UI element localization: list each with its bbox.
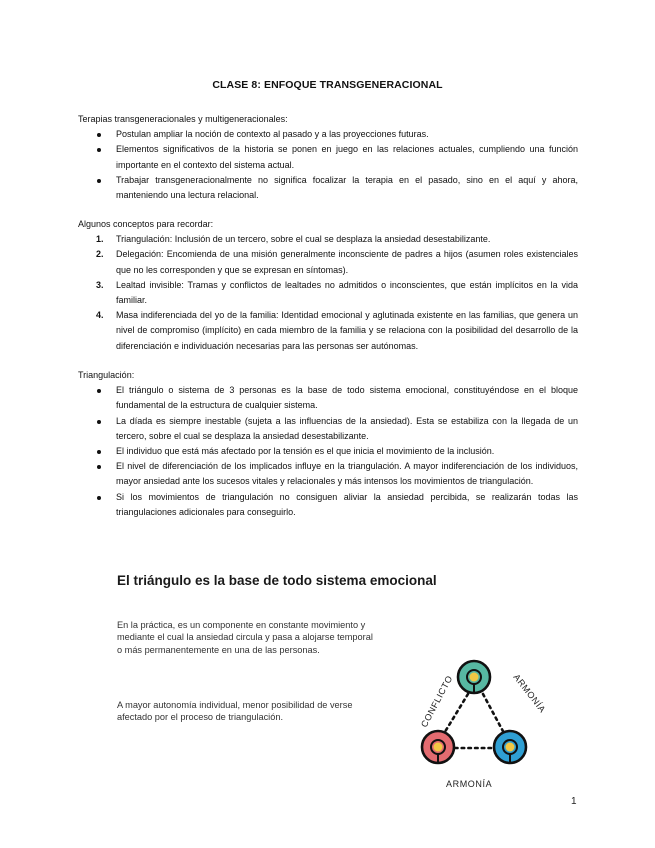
- section-heading: Algunos conceptos para recordar:: [78, 219, 214, 229]
- triangle-diagram: [390, 650, 565, 798]
- bullet-icon: [97, 450, 101, 454]
- list-number: 4.: [96, 310, 104, 321]
- list-item-text: El individuo que está más afectado por la tensión es el que inicia el movimiento de la inclusión.: [116, 446, 495, 457]
- bullet-icon: [97, 465, 101, 469]
- slide-paragraph: A mayor autonomía individual, menor posibilidad de verse afectado por el proceso de triangulación.: [117, 700, 353, 723]
- bullet-list: [78, 383, 578, 520]
- numbered-list: [78, 232, 578, 354]
- node-knob-icon: [434, 743, 443, 752]
- bullet-icon: [97, 420, 101, 424]
- slide-paragraph: En la práctica, es un componente en constante movimiento y mediante el cual la ansiedad circula y pasa a alojarse temporal o más permanentemente en una de las personas.: [117, 620, 373, 655]
- list-item: [78, 308, 578, 354]
- list-item: [78, 247, 578, 277]
- list-item-text: Si los movimientos de triangulación no consiguen aliviar la ansiedad percibida, se realizarán todas las triangulaciones adicionales para conseguirlo.: [116, 491, 578, 517]
- page-number: 1: [571, 796, 577, 807]
- list-item: [78, 414, 578, 444]
- node-knob-icon: [506, 743, 515, 752]
- list-item-text: Delegación: Encomienda de una misión generalmente inconsciente de padres a hijos (asumen roles existenciales que no les corresponden y que se expresan en síntomas).: [116, 249, 578, 275]
- bullet-icon: [97, 133, 101, 137]
- list-item: [78, 383, 578, 413]
- section-heading: Terapias transgeneracionales y multigeneracionales:: [78, 114, 288, 124]
- bullet-icon: [97, 496, 101, 500]
- edge-right: [483, 694, 505, 735]
- list-number: 2.: [96, 249, 104, 260]
- list-item: [78, 459, 578, 489]
- list-item: [78, 173, 578, 203]
- node-top: [458, 661, 490, 693]
- label-armonia-right: ARMONÍA: [511, 672, 548, 715]
- list-item: [78, 127, 578, 142]
- list-item-text: Elementos significativos de la historia se ponen en juego en las relaciones actuales, cumpliendo una función importante en el contexto del sistema actual.: [116, 144, 578, 170]
- list-number: 1.: [96, 234, 104, 245]
- list-item: [78, 142, 578, 172]
- list-item-text: Postulan ampliar la noción de contexto al pasado y a las proyecciones futuras.: [116, 129, 429, 140]
- list-item-text: Lealtad invisible: Tramas y conflictos de lealtades no admitidos o inconscientes, que están implícitos en la vida familiar.: [116, 279, 578, 306]
- list-number: 3.: [96, 279, 104, 290]
- label-armonia-bottom: ARMONÍA: [446, 779, 493, 789]
- section-terapias: [78, 112, 578, 203]
- node-left: [422, 731, 454, 763]
- list-item: [78, 490, 578, 520]
- bullet-icon: [97, 389, 101, 393]
- list-item-text: La díada es siempre inestable (sujeta a las influencias de la ansiedad). Esta se estabiliza con la llegada de un tercero, sobre el cual se desplaza la ansiedad desestabilizante.: [116, 415, 578, 441]
- node-knob-icon: [470, 673, 479, 682]
- list-item-text: El nivel de diferenciación de los implicados influye en la triangulación. A mayor indiferenciación de los individuos, mayor ansiedad ante los sucesos vitales y relacionales y más intensos los movimientos de triangulación.: [116, 461, 578, 487]
- list-item-text: Trabajar transgeneracionalmente no significa focalizar la terapia en el pasado, sino en el aquí y ahora, manteniendo una lectura relacional.: [116, 174, 578, 201]
- section-conceptos: [78, 217, 578, 354]
- bullet-list: [78, 127, 578, 203]
- bullet-icon: [97, 179, 101, 183]
- node-right: [494, 731, 526, 763]
- list-item-text: Triangulación: Inclusión de un tercero, sobre el cual se desplaza la ansiedad desestabilizante.: [116, 234, 491, 245]
- section-heading: Triangulación:: [78, 370, 135, 380]
- list-item: [78, 232, 578, 247]
- page-title: CLASE 8: ENFOQUE TRANSGENERACIONAL: [212, 79, 443, 91]
- section-triangulacion: [78, 368, 578, 520]
- label-conflicto: CONFLICTO: [418, 673, 455, 729]
- list-item-text: El triángulo o sistema de 3 personas es la base de todo sistema emocional, constituyéndose en el bloque fundamental de la estructura de cualquier sistema.: [116, 385, 578, 411]
- bullet-icon: [97, 148, 101, 152]
- slide-title: El triángulo es la base de todo sistema emocional: [117, 573, 437, 588]
- list-item: [78, 278, 578, 308]
- list-item: [78, 444, 578, 459]
- list-item-text: Masa indiferenciada del yo de la familia: Identidad emocional y aglutinada existente en las familias, que genera un nivel de compromiso (implícito) en cada miembro de la familia y se relaciona con la posibilidad del desarrollo de la diferenciación e individuación necesarias para las personas ser autónomas.: [116, 310, 578, 351]
